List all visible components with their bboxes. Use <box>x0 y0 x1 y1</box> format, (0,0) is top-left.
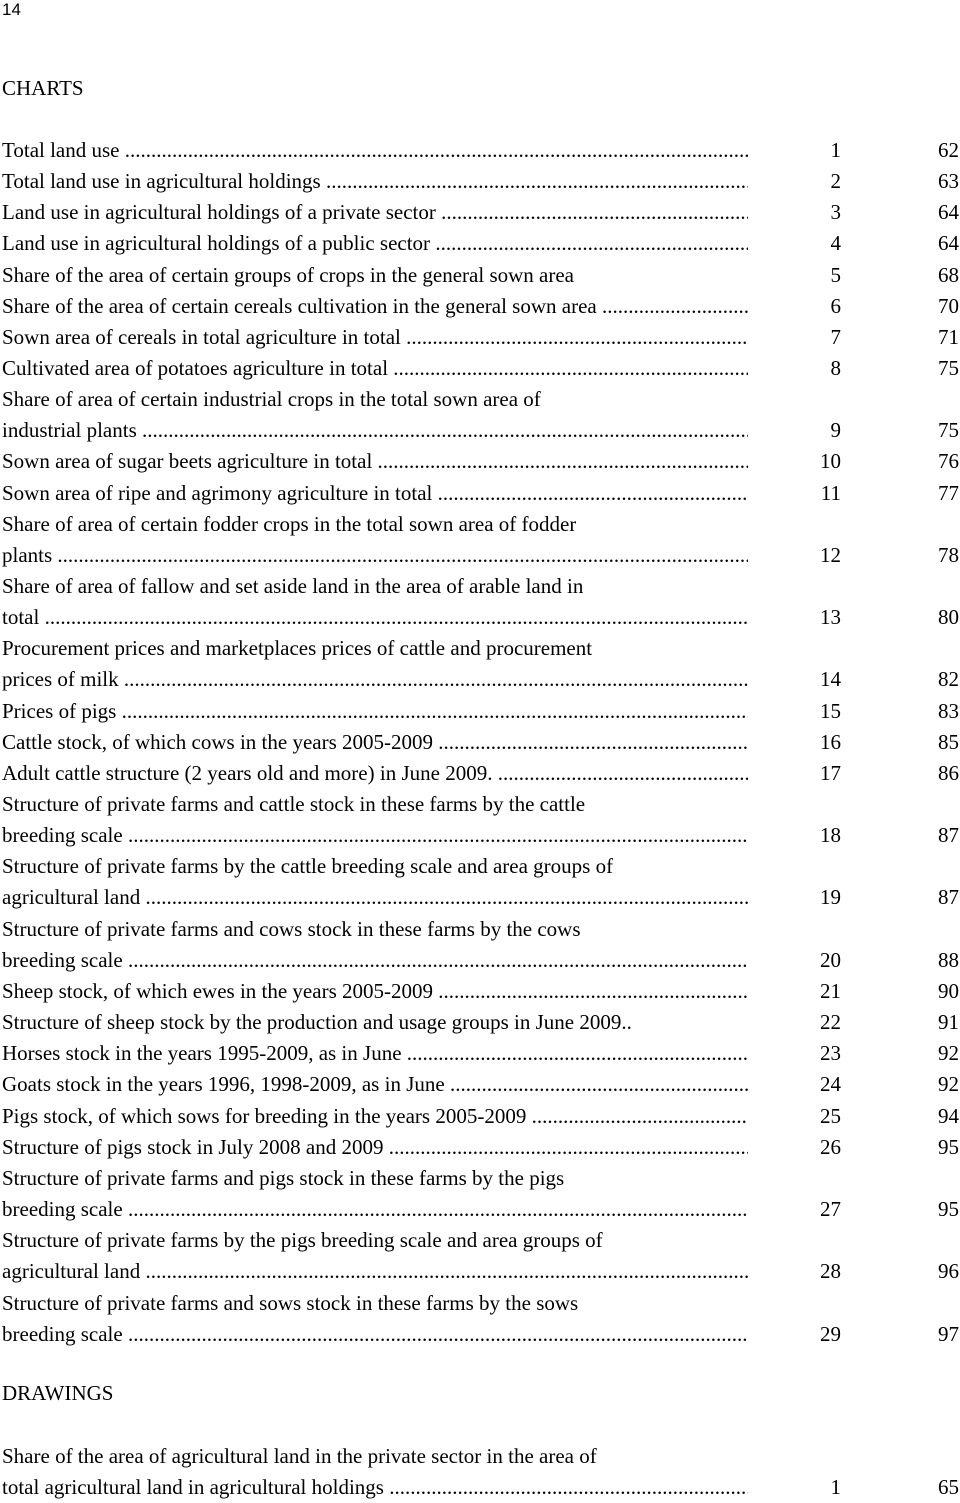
page-reference: 76 <box>938 449 959 473</box>
page-reference: 68 <box>938 263 959 287</box>
page-reference: 97 <box>938 1322 959 1346</box>
toc-entry-title: Sown area of sugar beets agriculture in total ..... <box>2 446 748 477</box>
toc-entry-title: Structure of private farms and sows stock in these farms by the sows <box>2 1291 579 1315</box>
toc-entry-title: Share of the area of certain cereals cultivation in the general sown area ..... <box>2 291 748 322</box>
toc-entry-title: Share of the area of certain groups of crops in the general sown area <box>2 263 575 287</box>
toc-entry-title: prices of milk ..... <box>2 664 748 695</box>
chart-number: 29 <box>820 1322 841 1346</box>
chart-number: 1 <box>830 138 841 162</box>
toc-entry-title: Total land use in agricultural holdings ..... <box>2 166 748 197</box>
toc-entry-title: breeding scale ..... <box>2 945 748 976</box>
toc-entry-title: Adult cattle structure (2 years old and more) in June 2009. ..... <box>2 758 748 789</box>
toc-entry-title: Structure of pigs stock in July 2008 and 2009 ..... <box>2 1132 748 1163</box>
toc-entry-title: Pigs stock, of which sows for breeding in the years 2005-2009 ..... <box>2 1101 748 1132</box>
toc-entry-title: Prices of pigs ..... <box>2 696 748 727</box>
toc-entry-title: industrial plants ..... <box>2 415 748 446</box>
section-heading: DRAWINGS <box>2 1381 114 1405</box>
page-reference: 65 <box>938 1475 959 1499</box>
page-reference: 70 <box>938 294 959 318</box>
chart-number: 24 <box>820 1072 841 1096</box>
chart-number: 15 <box>820 699 841 723</box>
toc-entry-title: Sheep stock, of which ewes in the years 2005-2009 ..... <box>2 976 748 1007</box>
chart-number: 26 <box>820 1135 841 1159</box>
toc-entry-title: Share of the area of agricultural land in the private sector in the area of <box>2 1444 597 1468</box>
page-reference: 71 <box>938 325 959 349</box>
chart-number: 12 <box>820 543 841 567</box>
chart-number: 25 <box>820 1104 841 1128</box>
page-reference: 91 <box>938 1010 959 1034</box>
chart-number: 1 <box>830 1475 841 1499</box>
chart-number: 20 <box>820 948 841 972</box>
page-reference: 87 <box>938 885 959 909</box>
chart-number: 22 <box>820 1010 841 1034</box>
section-heading: CHARTS <box>2 76 84 100</box>
page-reference: 95 <box>938 1197 959 1221</box>
toc-entry-title: plants ..... <box>2 540 748 571</box>
toc-entry-title: Structure of private farms by the cattle breeding scale and area groups of <box>2 854 614 878</box>
toc-entry-title: agricultural land ..... <box>2 1256 748 1287</box>
chart-number: 14 <box>820 667 841 691</box>
page-reference: 83 <box>938 699 959 723</box>
chart-number: 4 <box>830 231 841 255</box>
chart-number: 27 <box>820 1197 841 1221</box>
toc-entry-title: Sown area of cereals in total agriculture in total ..... <box>2 322 748 353</box>
toc-entry-title: Structure of private farms and pigs stock in these farms by the pigs <box>2 1166 565 1190</box>
page-reference: 90 <box>938 979 959 1003</box>
toc-entry-title: Cattle stock, of which cows in the years 2005-2009 ..... <box>2 727 748 758</box>
page-reference: 80 <box>938 605 959 629</box>
toc-entry-title: total agricultural land in agricultural holdings ..... <box>2 1472 748 1503</box>
chart-number: 18 <box>820 823 841 847</box>
chart-number: 11 <box>820 481 841 505</box>
page-reference: 95 <box>938 1135 959 1159</box>
toc-entry-title: Structure of sheep stock by the production and usage groups in June 2009.. <box>2 1010 632 1034</box>
page-reference: 64 <box>938 231 959 255</box>
page-reference: 87 <box>938 823 959 847</box>
chart-number: 16 <box>820 730 841 754</box>
page-number: 14 <box>2 0 21 19</box>
chart-number: 17 <box>820 761 841 785</box>
chart-number: 8 <box>830 356 841 380</box>
page-reference: 63 <box>938 169 959 193</box>
toc-entry-title: agricultural land ..... <box>2 882 748 913</box>
page-reference: 92 <box>938 1041 959 1065</box>
chart-number: 21 <box>820 979 841 1003</box>
chart-number: 3 <box>830 200 841 224</box>
toc-entry-title: breeding scale ..... <box>2 1319 748 1350</box>
toc-entry-title: Share of area of certain industrial crops in the total sown area of <box>2 387 541 411</box>
toc-entry-title: Share of area of fallow and set aside land in the area of arable land in <box>2 574 584 598</box>
toc-entry-title: breeding scale ..... <box>2 820 748 851</box>
page-reference: 94 <box>938 1104 959 1128</box>
toc-entry-title: total ..... <box>2 602 748 633</box>
chart-number: 6 <box>830 294 841 318</box>
chart-number: 23 <box>820 1041 841 1065</box>
toc-entry-title: Goats stock in the years 1996, 1998-2009, as in June ..... <box>2 1069 748 1100</box>
toc-entry-title: Structure of private farms and cows stock in these farms by the cows <box>2 917 581 941</box>
page-reference: 75 <box>938 418 959 442</box>
page-reference: 88 <box>938 948 959 972</box>
toc-entry-title: Total land use ..... <box>2 135 748 166</box>
chart-number: 10 <box>820 449 841 473</box>
toc-entry-title: breeding scale ..... <box>2 1194 748 1225</box>
page-reference: 82 <box>938 667 959 691</box>
toc-entry-title: Share of area of certain fodder crops in the total sown area of fodder <box>2 512 577 536</box>
toc-entry-title: Structure of private farms by the pigs breeding scale and area groups of <box>2 1228 603 1252</box>
chart-number: 13 <box>820 605 841 629</box>
page-reference: 96 <box>938 1259 959 1283</box>
page-reference: 85 <box>938 730 959 754</box>
chart-number: 9 <box>830 418 841 442</box>
page-reference: 78 <box>938 543 959 567</box>
chart-number: 5 <box>830 263 841 287</box>
page-reference: 64 <box>938 200 959 224</box>
chart-number: 28 <box>820 1259 841 1283</box>
toc-entry-title: Sown area of ripe and agrimony agriculture in total ..... <box>2 478 748 509</box>
toc-entry-title: Horses stock in the years 1995-2009, as in June ..... <box>2 1038 748 1069</box>
page-reference: 75 <box>938 356 959 380</box>
page-reference: 62 <box>938 138 959 162</box>
chart-number: 19 <box>820 885 841 909</box>
toc-entry-title: Procurement prices and marketplaces prices of cattle and procurement <box>2 636 593 660</box>
page-reference: 92 <box>938 1072 959 1096</box>
toc-entry-title: Cultivated area of potatoes agriculture in total ..... <box>2 353 748 384</box>
toc-entry-title: Land use in agricultural holdings of a public sector ..... <box>2 228 748 259</box>
toc-entry-title: Land use in agricultural holdings of a private sector ..... <box>2 197 748 228</box>
chart-number: 7 <box>830 325 841 349</box>
chart-number: 2 <box>830 169 841 193</box>
page-reference: 77 <box>938 481 959 505</box>
page-reference: 86 <box>938 761 959 785</box>
toc-entry-title: Structure of private farms and cattle stock in these farms by the cattle <box>2 792 586 816</box>
